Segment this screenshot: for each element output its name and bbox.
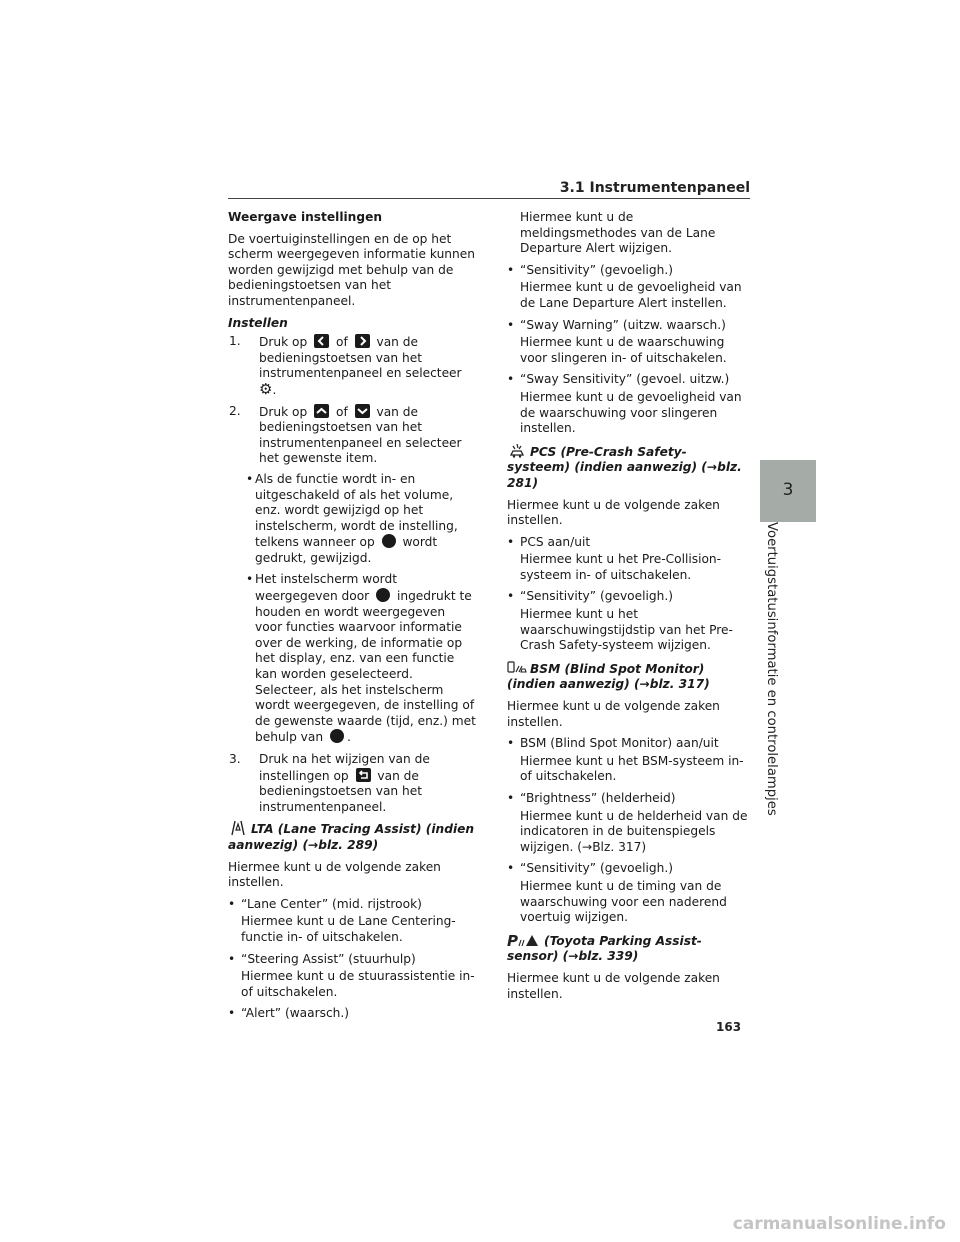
bullet-text: wordt gedrukt, gewijzigd.: [255, 535, 438, 565]
list-item: [507, 535, 749, 551]
pcs-intro: Hiermee kunt u de volgende zaken instellen.: [507, 497, 720, 528]
item-label: “Brightness” (helderheid): [520, 791, 676, 805]
bullet-dot: •: [507, 589, 515, 604]
step-text: Druk op: [259, 335, 308, 350]
bullet-settings-screen: [228, 572, 476, 746]
header-rule: [228, 198, 750, 199]
gear-icon: ⚙: [259, 379, 273, 398]
watermark-text: carmanualsonline.info: [732, 1214, 946, 1234]
page-ref: blz. 339: [578, 949, 633, 964]
list-item: [228, 897, 476, 913]
section-header-title: 3.1 Instrumentenpaneel: [559, 180, 750, 196]
bsm-title: BSM (Blind Spot Monitor) (indien aanwezig) (: [507, 661, 705, 692]
item-label: “Alert” (waarsch.): [241, 1006, 350, 1021]
bullet-dot: •: [507, 861, 515, 876]
item-description: Hiermee kunt u de helderheid van de indicatoren in de buitenspiegels wijzigen. (→Blz. 317): [520, 808, 748, 854]
item-label: BSM (Blind Spot Monitor) aan/uit: [520, 736, 719, 751]
parking-assist-icon: [507, 932, 541, 948]
bullet-dot: •: [507, 262, 515, 277]
ok-button-icon: [376, 588, 390, 602]
item-label: “Sensitivity” (gevoeligh.): [520, 589, 673, 604]
list-item: [228, 952, 476, 968]
lane-tracing-icon: [228, 820, 248, 836]
bullet-text: Het instelscherm wordt weergegeven door: [255, 572, 397, 604]
step-text: .: [272, 382, 277, 397]
bullet-dot: •: [507, 534, 515, 549]
step-3: [228, 752, 476, 815]
page-ref: blz. 317: [649, 677, 705, 692]
item-description: Hiermee kunt u het Pre-Collision-systeem in- of uitschakelen.: [520, 552, 722, 582]
tpa-intro: Hiermee kunt u de volgende zaken instellen.: [507, 970, 720, 1001]
bullet-text: .: [346, 730, 351, 745]
svg-text:P: P: [507, 931, 518, 948]
step-1: [228, 334, 476, 398]
item-description: Hiermee kunt u de gevoeligheid van de Lane Departure Alert instellen.: [520, 280, 742, 310]
item-description: Hiermee kunt u de gevoeligheid van de waarschuwing voor slingeren instellen.: [520, 389, 742, 436]
chevron-up-icon: [314, 404, 329, 418]
bullet-dot: •: [228, 896, 236, 911]
step-number: 2.: [229, 403, 241, 418]
instellen-heading: Instellen: [228, 315, 288, 330]
bullet-dot: •: [507, 791, 515, 805]
item-description: Hiermee kunt u de Lane Centering-functie in- of uitschakelen.: [241, 914, 456, 944]
step-text: van de bedieningstoetsen van het instrumentenpaneel en selecteer: [259, 335, 462, 381]
bullet-dot: •: [507, 736, 515, 751]
section-heading: Weergave instellingen: [228, 210, 383, 224]
ref-arrow: →: [308, 837, 319, 852]
item-label: “Sway Sensitivity” (gevoel. uitzw.): [520, 372, 730, 387]
item-description: Hiermee kunt u het BSM-systeem in- of uitschakelen.: [520, 753, 744, 784]
bullet-dot: •: [246, 471, 254, 486]
step-text: van de bedieningstoetsen van het instrumentenpaneel en selecteer het gewenste item.: [259, 404, 462, 466]
intro-paragraph: De voertuiginstellingen en de op het scherm weergegeven informatie kunnen worden gewijzigd met behulp van de bedieningstoetsen van het instrumentenpaneel.: [228, 231, 475, 308]
item-label: “Steering Assist” (stuurhulp): [241, 951, 416, 966]
list-item: [507, 861, 749, 877]
ref-close: ): [372, 837, 379, 852]
chevron-right-icon: [355, 334, 370, 348]
list-item: [228, 1006, 476, 1022]
bsm-heading: [507, 660, 749, 693]
page-ref: blz. 289: [318, 837, 373, 852]
bullet-dot: •: [228, 951, 236, 966]
ref-close: ): [532, 475, 539, 490]
back-icon: [356, 768, 371, 782]
page-ref: blz. 281: [507, 460, 742, 490]
tpa-heading: [507, 932, 749, 965]
ref-arrow: →: [639, 677, 650, 692]
bullet-text: Als de functie wordt in- en uitgeschakeld of als het volume, enz. wordt gewijzigd op het instelscherm, wordt de instelling, telkens wanneer op: [255, 471, 458, 550]
right-column: [507, 210, 749, 1008]
step-text: van de bedieningstoetsen van het instrumentenpaneel.: [259, 768, 423, 814]
bullet-dot: •: [246, 572, 254, 587]
list-item: [507, 736, 749, 752]
list-item: [507, 791, 749, 807]
item-description: Hiermee kunt u de waarschuwing voor slingeren in- of uitschakelen.: [520, 335, 727, 365]
chevron-left-icon: [314, 334, 329, 348]
item-label: “Sensitivity” (gevoeligh.): [520, 861, 673, 876]
chapter-tab-number: 3: [782, 480, 794, 500]
ref-close: ): [632, 949, 639, 964]
step-2: [228, 404, 476, 467]
list-item: [507, 318, 749, 334]
step-text: of: [336, 335, 348, 350]
ok-button-icon: [330, 729, 344, 743]
bullet-dot: •: [507, 317, 515, 332]
list-item: [507, 589, 749, 605]
left-column: [228, 210, 476, 1024]
pre-crash-icon: [507, 443, 527, 459]
bsm-intro: Hiermee kunt u de volgende zaken instellen.: [507, 699, 720, 729]
ref-arrow: →: [706, 460, 718, 475]
step-text: of: [336, 404, 348, 419]
item-label: “Sway Warning” (uitzw. waarsch.): [520, 317, 726, 332]
tpa-title: (Toyota Parking Assist-sensor) (: [507, 933, 702, 964]
chevron-down-icon: [355, 404, 370, 418]
ref-close: ): [704, 677, 710, 692]
item-description: Hiermee kunt u de timing van de waarschuwing voor een naderend voertuig wijzigen.: [520, 878, 727, 925]
lta-intro: Hiermee kunt u de volgende zaken instellen.: [228, 859, 441, 890]
lta-heading: [228, 820, 476, 853]
chapter-tab: [760, 460, 816, 522]
list-item: [507, 372, 749, 388]
item-description: Hiermee kunt u de stuurassistentie in- of uitschakelen.: [241, 969, 475, 999]
bullet-dot: •: [228, 1006, 236, 1021]
list-item: [507, 263, 749, 279]
lta-title: LTA (Lane Tracing Assist) (indien aanwezig) (: [228, 822, 475, 852]
step-text: Druk na het wijzigen van de instellingen op: [259, 752, 430, 783]
blind-spot-icon: [507, 660, 527, 676]
step-number: 3.: [229, 752, 241, 766]
alert-description: Hiermee kunt u de meldingsmethodes van de Lane Departure Alert wijzigen.: [520, 210, 716, 256]
pcs-title: PCS (Pre-Crash Safety-systeem) (indien aanwezig) (: [507, 444, 707, 475]
ok-button-icon: [382, 534, 396, 548]
step-number: 1.: [229, 334, 241, 349]
chapter-side-title: Voertuigstatusinformatie en controlelampjes: [764, 522, 779, 816]
bullet-function-toggle: [228, 472, 476, 567]
pcs-heading: [507, 443, 749, 492]
item-label: “Lane Center” (mid. rijstrook): [241, 896, 422, 911]
bullet-dot: •: [507, 372, 515, 387]
step-text: Druk op: [259, 404, 308, 419]
bullet-text: ingedrukt te houden en wordt weergegeven voor functies waarvoor informatie over de werking, de informatie op het display, enz. van een functie kan worden geselecteerd. Selecteer, als het instelscherm wordt weergegeven, de instelling of de gewenste waarde (tijd, enz.) met behulp van: [255, 589, 476, 745]
page-number: 163: [716, 1020, 742, 1034]
item-label: “Sensitivity” (gevoeligh.): [520, 262, 673, 277]
item-description: Hiermee kunt u het waarschuwingstijdstip van het Pre-Crash Safety-systeem wijzigen.: [520, 607, 733, 653]
item-label: PCS aan/uit: [520, 534, 591, 549]
ref-arrow: →: [568, 949, 579, 964]
